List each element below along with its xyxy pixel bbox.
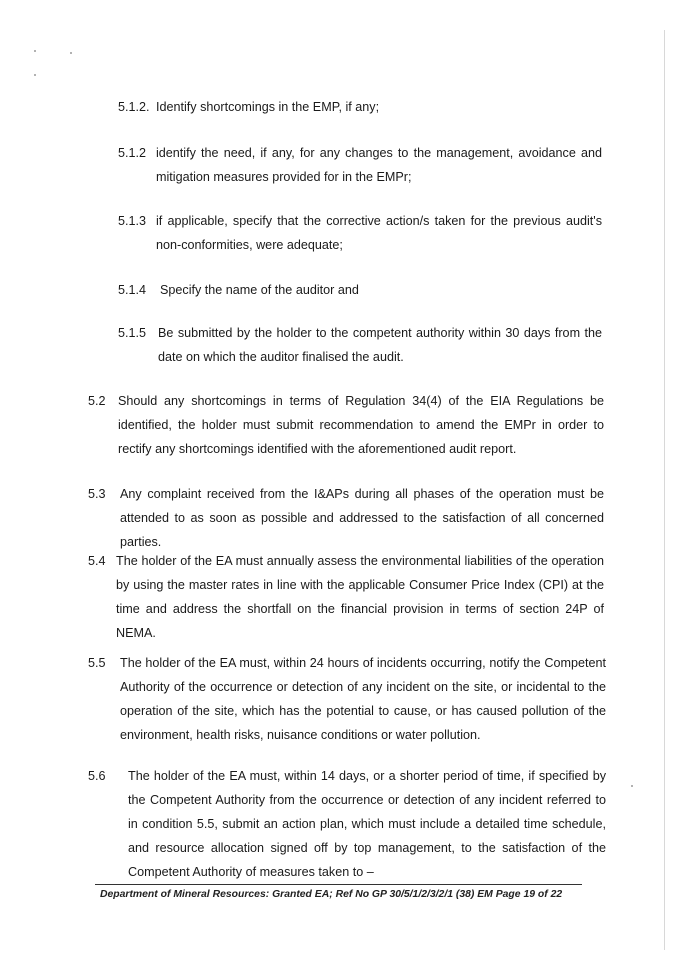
item-number: 5.4	[88, 554, 106, 568]
footer-rule	[95, 884, 582, 885]
item-number: 5.1.2.	[118, 100, 150, 114]
item-number: 5.1.4	[118, 283, 147, 297]
item-number: 5.2	[88, 394, 106, 408]
page-footer: Department of Mineral Resources: Granted EA; Ref No GP 30/5/1/2/3/2/1 (38) EM Page 19 of 22	[100, 889, 563, 900]
item-number: 5.6	[88, 769, 106, 783]
item-text: identify the need, if any, for any changes to the management, avoidance and mitigation measures provided for in the EMPr;	[156, 146, 602, 184]
scan-speck	[34, 50, 36, 52]
item-text: Identify shortcomings in the EMP, if any;	[156, 100, 380, 114]
item-text: Any complaint received from the I&APs during all phases of the operation must be attended to as soon as possible and addressed to the satisfaction of all concerned parties.	[120, 487, 604, 549]
item-text: The holder of the EA must, within 24 hours of incidents occurring, notify the Competent Authority of the occurrence or detection of any incident on the site, or incidental to the operation of the site, which has the potential to cause, or has caused pollution of the environment, health risks, nuisance conditions or water pollution.	[120, 656, 606, 742]
item-number: 5.1.3	[118, 214, 147, 228]
page-edge-shadow	[664, 30, 665, 950]
scan-speck	[34, 74, 36, 76]
item-text: The holder of the EA must annually assess the environmental liabilities of the operation by using the master rates in line with the applicable Consumer Price Index (CPI) at the time and address the shortfall on the financial provision in terms of section 24P of NEMA.	[116, 554, 604, 640]
item-text: Be submitted by the holder to the competent authority within 30 days from the date on which the auditor finalised the audit.	[158, 326, 602, 364]
item-number: 5.1.2	[118, 146, 147, 160]
item-text: Should any shortcomings in terms of Regulation 34(4) of the EIA Regulations be identified, the holder must submit recommendation to amend the EMPr in order to rectify any shortcomings identified with the aforementioned audit report.	[118, 394, 604, 456]
item-number: 5.5	[88, 656, 106, 670]
scan-speck	[70, 52, 72, 54]
item-text: The holder of the EA must, within 14 days, or a shorter period of time, if specified by the Competent Authority from the occurrence or detection of any incident referred to in condition 5.5, submit an action plan, which must include a detailed time schedule, and resource allocation signed off by top management, to the satisfaction of the Competent Authority of measures taken to –	[128, 769, 606, 879]
scan-speck	[631, 785, 633, 787]
item-text: if applicable, specify that the corrective action/s taken for the previous audit's non-conformities, were adequate;	[156, 214, 602, 252]
item-number: 5.1.5	[118, 326, 147, 340]
item-text: Specify the name of the auditor and	[160, 283, 359, 297]
item-number: 5.3	[88, 487, 106, 501]
